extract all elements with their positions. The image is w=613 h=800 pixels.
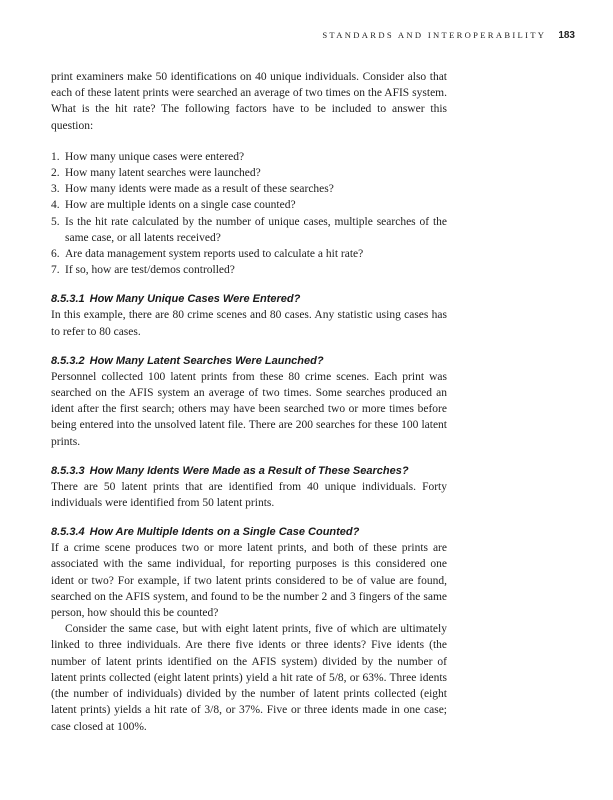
list-item (51, 197, 447, 213)
running-head (322, 30, 575, 41)
section-number: 8.5.3.2 (51, 354, 85, 367)
list-item-text: How many latent searches were launched? (65, 167, 261, 180)
list-item (51, 165, 447, 181)
list-item (51, 262, 447, 278)
list-item-number: 2. (51, 167, 60, 180)
list-item (51, 181, 447, 197)
section-number: 8.5.3.4 (51, 526, 85, 539)
list-item-text: How many unique cases were entered? (65, 150, 245, 163)
page-number: 183 (558, 30, 575, 41)
section-title: How Many Unique Cases Were Entered? (89, 293, 301, 306)
page-body (51, 69, 447, 735)
list-item-number: 3. (51, 183, 60, 196)
section-heading-8-5-3-1 (51, 291, 447, 307)
section-title: How Are Multiple Idents on a Single Case Counted? (89, 526, 360, 539)
list-item-text: How are multiple idents on a single case counted? (65, 199, 296, 212)
intro-paragraph: print examiners make 50 identifications on 40 unique individuals. Consider also that each of these latent prints were searched an average of two times on the AFIS system. What is the hit rate? The following factors have to be included to answer this question: (51, 71, 447, 132)
list-item-text: Are data management system reports used to calculate a hit rate? (65, 248, 364, 261)
list-item-text: If so, how are test/demos controlled? (65, 264, 235, 277)
section-title: How Many Idents Were Made as a Result of These Searches? (89, 464, 409, 477)
list-item (51, 246, 447, 262)
list-item-text: How many idents were made as a result of these searches? (65, 183, 334, 196)
list-item-number: 1. (51, 150, 60, 163)
section-paragraph: Consider the same case, but with eight latent prints, five of which are ultimately linked to three individuals. Are there five idents or three idents? Five idents (the number of latent prints identified on the AFIS system) divided by the number of latent prints collected (eight latent prints) yield a hit rate of 5/8, or 63%. Three idents (the number of individuals) divided by the number of latent prints collected (eight latent prints) yields a hit rate of 3/8, or 37%. Five or three idents made in one case; case closed at 100%. (51, 623, 447, 733)
list-item-text: Is the hit rate calculated by the number of unique cases, multiple searches of the same case, or all latents received? (65, 215, 447, 244)
section-heading-8-5-3-3 (51, 463, 447, 479)
list-item-number: 7. (51, 264, 60, 277)
section-heading-8-5-3-4 (51, 524, 447, 540)
section-paragraph: There are 50 latent prints that are identified from 40 unique individuals. Forty individuals were identified from 50 latent prints. (51, 480, 447, 510)
section-paragraph: Personnel collected 100 latent prints from these 80 crime scenes. Each print was searched on the AFIS system an average of two times. Some searches produced an ident after the first search; others may have been searched two or more times before being entered into the unsolved latent file. There are 200 searches for these 100 latent prints. (51, 370, 447, 448)
section-number: 8.5.3.1 (51, 293, 85, 306)
list-item (51, 149, 447, 165)
section-paragraph: If a crime scene produces two or more latent prints, and both of these prints are associated with the same individual, for reporting purposes is this considered one ident or two? For example, if two latent prints considered to be of value are found, searched on the AFIS system, and found to be the number 2 and 3 fingers of the same person, how should this be counted? (51, 542, 447, 620)
section-title: How Many Latent Searches Were Launched? (89, 354, 324, 367)
list-item-number: 5. (51, 215, 60, 228)
running-title: STANDARDS AND INTEROPERABILITY (322, 30, 547, 40)
section-paragraph: In this example, there are 80 crime scenes and 80 cases. Any statistic using cases has to refer to 80 cases. (51, 309, 447, 338)
list-item (51, 214, 447, 246)
list-item-number: 6. (51, 248, 60, 261)
list-item-number: 4. (51, 199, 60, 212)
section-number: 8.5.3.3 (51, 464, 85, 477)
question-list (51, 149, 447, 279)
section-heading-8-5-3-2 (51, 353, 447, 369)
